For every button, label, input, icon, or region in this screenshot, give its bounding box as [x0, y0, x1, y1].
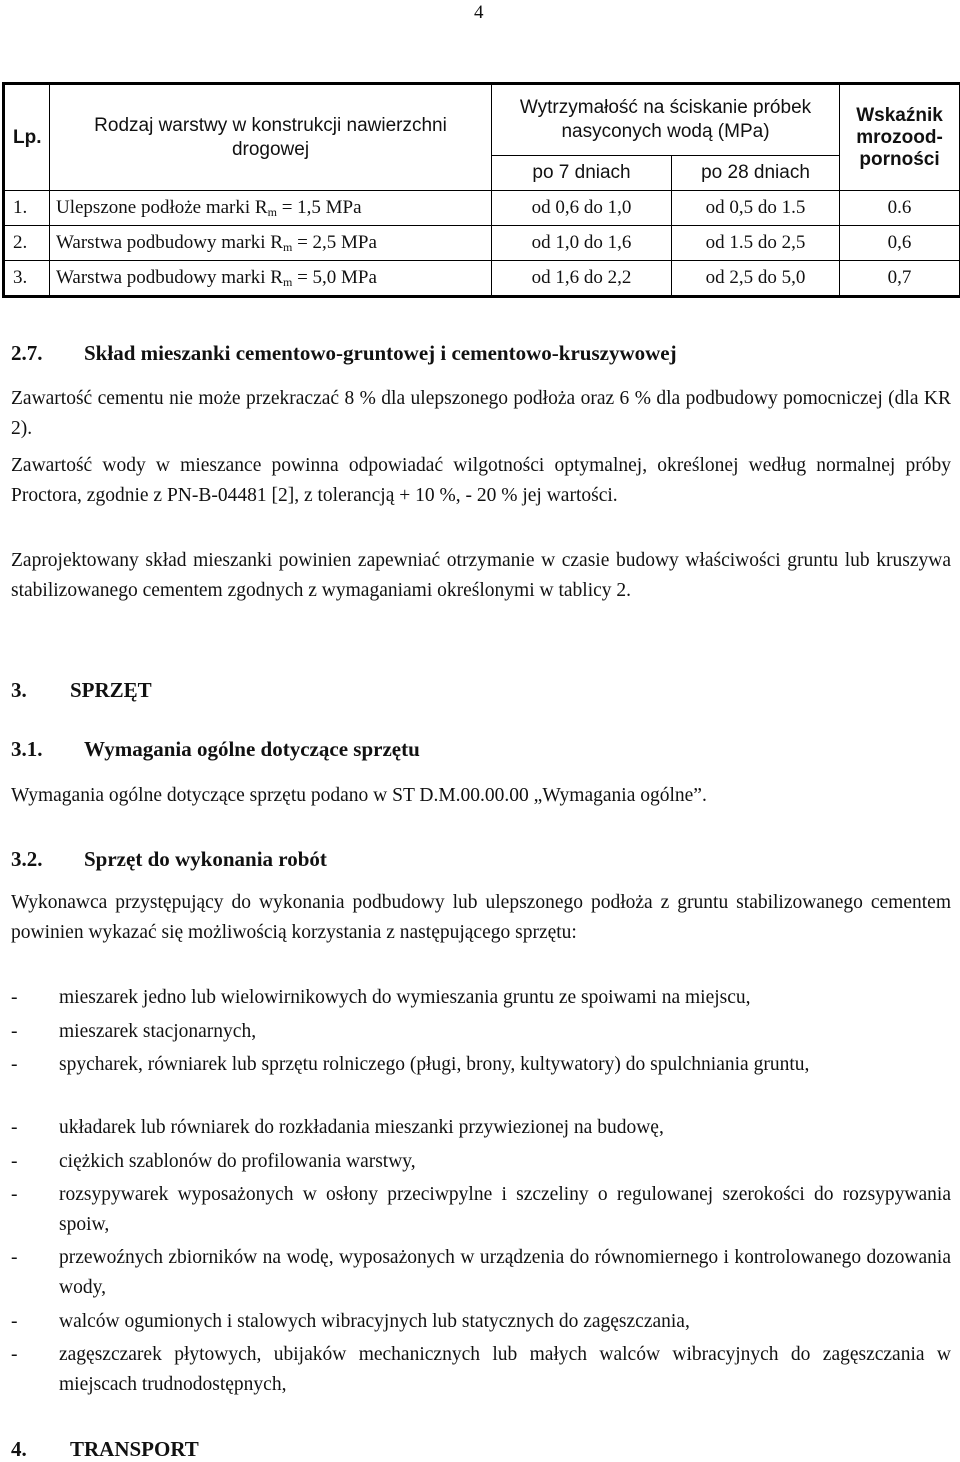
- section-4-number: 4.: [11, 1437, 27, 1461]
- cell-layer-name: Warstwa podbudowy marki $R_m = 5,0$ MPa: [50, 261, 492, 297]
- page-number: 4: [474, 2, 484, 23]
- section-3-2-title: Sprzęt do wykonania robót: [84, 847, 327, 871]
- table-header-row: [4, 84, 960, 156]
- cell-7-days: od 1,0 do 1,6: [492, 226, 672, 261]
- table-row: [4, 261, 960, 297]
- section-3-1-title: Wymagania ogólne dotyczące sprzętu: [84, 737, 420, 761]
- cell-layer-name: Ulepszone podłoże marki $R_m = 1,5$ MPa: [50, 191, 492, 226]
- header-frost-line1: Wskaźnik: [856, 104, 943, 126]
- paragraph-equipment-intro: Wykonawca przystępujący do wykonania podbudowy lub ulepszonego podłoża z gruntu stabilizowanego cementem powinien wykazać się możliwością korzystania z następującego sprzętu:: [11, 892, 951, 943]
- strength-table: [2, 82, 960, 298]
- cell-28-days: od 0,5 do 1.5: [672, 191, 840, 226]
- cell-frost-index: 0,7: [840, 261, 960, 297]
- section-3-1-number: 3.1.: [11, 737, 43, 761]
- header-strength: Wytrzymałość na ściskanie próbek nasyconych wodą (MPa): [492, 84, 840, 156]
- header-28-days: po 28 dniach: [672, 156, 840, 191]
- cell-layer-name: Warstwa podbudowy marki $R_m = 2,5$ MPa: [50, 226, 492, 261]
- cell-frost-index: 0,6: [840, 226, 960, 261]
- section-2-7-title: Skład mieszanki cementowo-gruntowej i cementowo-kruszywowej: [84, 341, 677, 365]
- paragraph-mix-design: Zaprojektowany skład mieszanki powinien zapewniać otrzymanie w czasie budowy właściwości gruntu lub kruszywa stabilizowanego cementem zgodnych z wymaganiami określonymi w tablicy 2.: [11, 550, 951, 601]
- cell-lp: 3.: [4, 261, 50, 297]
- header-frost-line2: mrozood-: [856, 126, 943, 148]
- cell-frost-index: 0.6: [840, 191, 960, 226]
- cell-7-days: od 1,6 do 2,2: [492, 261, 672, 297]
- table-row: [4, 191, 960, 226]
- cell-lp: 1.: [4, 191, 50, 226]
- section-3-title: SPRZĘT: [70, 678, 152, 702]
- cell-28-days: od 1.5 do 2,5: [672, 226, 840, 261]
- section-3-2-number: 3.2.: [11, 847, 43, 871]
- cell-lp: 2.: [4, 226, 50, 261]
- cell-7-days: od 0,6 do 1,0: [492, 191, 672, 226]
- cell-28-days: od 2,5 do 5,0: [672, 261, 840, 297]
- header-frost-index: [840, 84, 960, 191]
- paragraph-general-requirements: Wymagania ogólne dotyczące sprzętu podano w ST D.M.00.00.00 „Wymagania ogólne”.: [11, 785, 707, 806]
- section-3-number: 3.: [11, 678, 27, 702]
- table-row: [4, 226, 960, 261]
- header-frost-line3: porności: [859, 148, 940, 170]
- header-7-days: po 7 dniach: [492, 156, 672, 191]
- section-2-7-number: 2.7.: [11, 341, 43, 365]
- paragraph-cement-content: Zawartość cementu nie może przekraczać 8 % dla ulepszonego podłoża oraz 6 % dla podbudowy pomocniczej (dla KR 2).: [11, 388, 951, 439]
- header-layer-type: Rodzaj warstwy w konstrukcji nawierzchni drogowej: [50, 84, 492, 191]
- section-4-title: TRANSPORT: [70, 1437, 199, 1461]
- paragraph-water-content: Zawartość wody w mieszance powinna odpowiadać wilgotności optymalnej, określonej według normalnej próby Proctora, zgodnie z PN-B-04481 [2], z tolerancją + 10 %, - 20 % jej wartości.: [11, 455, 951, 506]
- header-lp: Lp.: [4, 84, 50, 191]
